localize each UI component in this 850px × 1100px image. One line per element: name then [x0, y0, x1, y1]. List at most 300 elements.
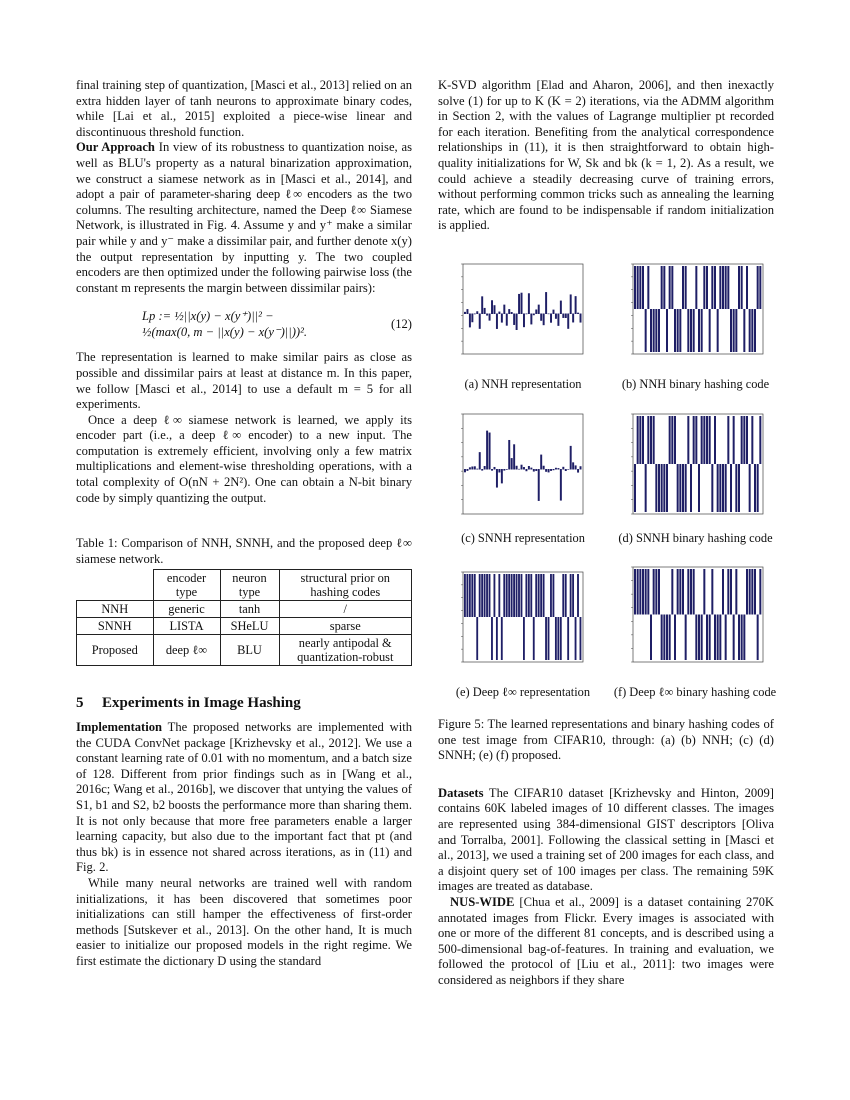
binary-code-bar — [642, 266, 644, 309]
binary-code-bar — [655, 309, 657, 352]
representation-bar — [508, 309, 510, 314]
subcaption-d: (d) SNNH binary hashing code — [618, 531, 773, 545]
binary-code-bar — [565, 574, 567, 617]
representation-bar — [543, 314, 545, 326]
binary-code-bar — [749, 569, 751, 615]
binary-code-bar — [642, 569, 644, 615]
representation-bar — [550, 469, 552, 471]
binary-code-bar — [658, 309, 660, 352]
binary-code-bar — [570, 574, 572, 617]
plot-b-nnh-binary-code — [625, 262, 765, 362]
binary-code-bar — [666, 615, 668, 661]
binary-code-bar — [759, 569, 761, 615]
plot-c-snnh-representation — [455, 412, 585, 522]
representation-bar — [471, 467, 473, 470]
binary-code-bar — [722, 266, 724, 309]
binary-code-bar — [653, 309, 655, 352]
representation-bar — [555, 468, 557, 470]
table-corner — [77, 570, 154, 601]
table-cell: / — [279, 601, 412, 618]
representation-bar — [572, 462, 574, 469]
representation-bar — [545, 469, 547, 472]
binary-code-bar — [743, 309, 745, 352]
table-cell: LISTA — [153, 618, 220, 635]
binary-code-bar — [543, 574, 545, 617]
representation-bar — [580, 466, 582, 469]
binary-code-bar — [727, 266, 729, 309]
binary-code-bar — [655, 464, 657, 512]
binary-code-bar — [464, 574, 466, 617]
plot-a-nnh-representation — [455, 262, 585, 362]
binary-code-bar — [743, 416, 745, 464]
approach-text: In view of its robustness to quantization noise, as well as BLU's property as a natural binarization approximation, we construct a siamese network as in [Masci et al., 2014], and adopt a pair of parameter-sharing deep ℓ∞ encoders as the two columns. The resulting architecture, named the Deep ℓ∞ Siamese Network, is illustrated in Fig. 4. Assume y and y⁺ make a similar pair while y and y⁻ make a dissimilar pair, and further denote x(y) the output representation by inputting y. The two coupled encoders are then optimized under the following pairwise loss (the constant m represents the margin between dissimilar pairs): — [76, 140, 412, 295]
representation-bar — [481, 296, 483, 314]
binary-code-bar — [735, 309, 737, 352]
binary-code-bar — [677, 464, 679, 512]
representation-bar — [513, 444, 515, 469]
binary-code-bar — [496, 617, 498, 660]
binary-code-bar — [484, 574, 486, 617]
binary-code-bar — [754, 309, 756, 352]
binary-code-bar — [733, 615, 735, 661]
binary-code-bar — [703, 416, 705, 464]
right-column — [438, 78, 774, 234]
binary-code-bar — [725, 266, 727, 309]
binary-code-bar — [669, 416, 671, 464]
equation-12 — [76, 308, 412, 340]
representation-bar — [496, 314, 498, 329]
nuswide-heading: NUS-WIDE — [450, 894, 515, 909]
binary-code-bar — [533, 617, 535, 660]
representation-bar — [496, 469, 498, 488]
binary-code-bar — [669, 615, 671, 661]
binary-code-bar — [757, 615, 759, 661]
binary-code-bar — [671, 416, 673, 464]
paragraph-quantization: final training step of quantization, [Masci et al., 2013] relied on an extra hidden layer of tanh neurons to approximate binary codes, while [Lai et al., 2015] exploited a piece-wise linear and discontinuous threshold function. — [76, 78, 412, 139]
binary-code-bar — [717, 464, 719, 512]
binary-code-bar — [714, 615, 716, 661]
binary-code-bar — [725, 615, 727, 661]
binary-code-bar — [759, 416, 761, 464]
paragraph-datasets — [438, 786, 774, 895]
representation-bar — [486, 314, 488, 316]
representation-bar — [503, 469, 505, 471]
representation-bar — [486, 431, 488, 470]
binary-code-bar — [738, 464, 740, 512]
table-cell: deep ℓ∞ — [153, 635, 220, 666]
binary-code-bar — [650, 309, 652, 352]
binary-code-bar — [687, 309, 689, 352]
binary-code-bar — [663, 615, 665, 661]
binary-code-bar — [634, 464, 636, 512]
binary-code-bar — [719, 464, 721, 512]
equation-number: (12) — [391, 316, 412, 331]
binary-code-bar — [714, 266, 716, 309]
representation-bar — [503, 305, 505, 314]
representation-bar — [474, 466, 476, 469]
representation-bar — [476, 469, 478, 470]
representation-bar — [525, 469, 527, 471]
representation-bar — [484, 308, 486, 314]
representation-bar — [528, 466, 530, 469]
binary-code-bar — [669, 266, 671, 309]
representation-bar — [474, 314, 476, 315]
representation-bar — [560, 301, 562, 314]
plot-frame — [463, 414, 583, 514]
binary-code-bar — [540, 574, 542, 617]
section-number: 5 — [76, 695, 84, 712]
subcaption-b: (b) NNH binary hashing code — [621, 377, 770, 391]
binary-code-bar — [679, 464, 681, 512]
binary-code-bar — [674, 309, 676, 352]
representation-bar — [508, 440, 510, 470]
binary-code-bar — [687, 569, 689, 615]
binary-code-bar — [719, 615, 721, 661]
representation-bar — [572, 314, 574, 323]
representation-bar — [545, 292, 547, 314]
binary-code-bar — [637, 416, 639, 464]
subcaption-a: (a) NNH representation — [464, 377, 582, 391]
representation-bar — [466, 469, 468, 471]
binary-code-bar — [690, 464, 692, 512]
binary-code-bar — [679, 309, 681, 352]
binary-code-bar — [666, 464, 668, 512]
binary-code-bar — [511, 574, 513, 617]
paragraph-initialization: While many neural networks are trained well with random initializations, it has been discovered that sometimes poor initializations can still hamper the effectiveness of first-order methods [Sutskever et al., 2013]. On the other hand, It is much easier to initialize our proposed models in the right regime. We first estimate the dictionary D using the standard — [76, 875, 412, 968]
representation-bar — [538, 305, 540, 314]
representation-bar — [498, 469, 500, 472]
representation-bar — [543, 466, 545, 470]
binary-code-bar — [695, 615, 697, 661]
binary-code-bar — [637, 266, 639, 309]
binary-code-bar — [523, 617, 525, 660]
binary-code-bar — [466, 574, 468, 617]
binary-code-bar — [525, 574, 527, 617]
binary-code-bar — [677, 569, 679, 615]
binary-code-bar — [735, 464, 737, 512]
representation-bar — [562, 467, 564, 470]
binary-code-bar — [738, 615, 740, 661]
figure-caption: Figure 5: The learned representations and binary hashing codes of one test image from CIFAR10, through: (a) (b) NNH; (c) (d) SNNH; (e) (f) proposed. — [438, 717, 774, 763]
binary-code-bar — [486, 574, 488, 617]
table-header: encoder type — [153, 570, 220, 601]
representation-bar — [491, 469, 493, 471]
binary-code-bar — [727, 416, 729, 464]
representation-bar — [489, 314, 491, 321]
representation-bar — [538, 469, 540, 501]
binary-code-bar — [685, 615, 687, 661]
table-caption: Table 1: Comparison of NNH, SNNH, and the proposed deep ℓ∞ siamese network. — [76, 536, 412, 566]
representation-bar — [553, 469, 555, 470]
binary-code-bar — [634, 266, 636, 309]
representation-bar — [518, 469, 520, 470]
binary-code-bar — [751, 309, 753, 352]
binary-code-bar — [741, 416, 743, 464]
binary-code-bar — [709, 416, 711, 464]
binary-code-bar — [671, 266, 673, 309]
binary-code-bar — [741, 615, 743, 661]
representation-bar — [570, 294, 572, 314]
binary-code-bar — [557, 617, 559, 660]
representation-bar — [553, 310, 555, 314]
binary-code-bar — [693, 309, 695, 352]
implementation-heading: Implementation — [76, 720, 163, 735]
binary-code-bar — [730, 309, 732, 352]
representation-bar — [489, 433, 491, 470]
table-cell: generic — [153, 601, 220, 618]
paragraph-representation: The representation is learned to make similar pairs as close as possible and dissimilar pairs at least at distance m. In this paper, we follow [Masci et al., 2014] to use a default m = 5 for all experiments. — [76, 350, 412, 412]
table-cell: sparse — [279, 618, 412, 635]
representation-bar — [557, 468, 559, 469]
binary-code-bar — [703, 569, 705, 615]
binary-code-bar — [746, 266, 748, 309]
representation-bar — [516, 314, 518, 330]
plot-d-snnh-binary-code — [625, 412, 765, 522]
binary-code-bar — [489, 574, 491, 617]
binary-code-bar — [572, 574, 574, 617]
representation-bar — [580, 314, 582, 323]
binary-code-bar — [518, 574, 520, 617]
binary-code-bar — [535, 574, 537, 617]
binary-code-bar — [491, 617, 493, 660]
binary-code-bar — [550, 574, 552, 617]
representation-bar — [501, 469, 503, 483]
binary-code-bar — [555, 617, 557, 660]
representation-bar — [567, 314, 569, 329]
subcaption-f: (f) Deep ℓ∞ binary hashing code — [613, 685, 777, 699]
binary-code-bar — [650, 615, 652, 661]
representation-bar — [557, 314, 559, 326]
binary-code-bar — [562, 574, 564, 617]
binary-code-bar — [741, 266, 743, 309]
binary-code-bar — [695, 266, 697, 309]
representation-bar — [491, 300, 493, 314]
binary-code-bar — [538, 574, 540, 617]
binary-code-bar — [639, 569, 641, 615]
binary-code-bar — [560, 617, 562, 660]
binary-code-bar — [725, 464, 727, 512]
binary-code-bar — [663, 464, 665, 512]
paragraph-implementation — [76, 720, 412, 876]
representation-bar — [494, 467, 496, 470]
representation-bar — [535, 309, 537, 314]
table-cell: Proposed — [77, 635, 154, 666]
binary-code-bar — [717, 309, 719, 352]
binary-code-bar — [749, 309, 751, 352]
representation-bar — [525, 314, 527, 315]
binary-code-bar — [687, 416, 689, 464]
binary-code-bar — [695, 416, 697, 464]
binary-code-bar — [658, 464, 660, 512]
binary-code-bar — [661, 266, 663, 309]
binary-code-bar — [639, 416, 641, 464]
representation-bar — [464, 469, 466, 472]
binary-code-bar — [754, 569, 756, 615]
binary-code-bar — [709, 309, 711, 352]
binary-code-bar — [682, 569, 684, 615]
binary-code-bar — [516, 574, 518, 617]
section-title: Experiments in Image Hashing — [102, 695, 301, 712]
table-row — [77, 618, 412, 635]
binary-code-bar — [476, 617, 478, 660]
binary-code-bar — [701, 615, 703, 661]
binary-code-bar — [754, 464, 756, 512]
representation-bar — [530, 468, 532, 470]
approach-heading: Our Approach — [76, 140, 155, 155]
binary-code-bar — [722, 569, 724, 615]
binary-code-bar — [743, 615, 745, 661]
table-header: structural prior on hashing codes — [279, 570, 412, 601]
representation-bar — [530, 314, 532, 325]
representation-bar — [540, 455, 542, 470]
binary-code-bar — [658, 569, 660, 615]
left-column — [76, 78, 412, 970]
representation-bar — [528, 293, 530, 314]
representation-bar — [513, 314, 515, 325]
binary-code-bar — [645, 569, 647, 615]
binary-code-bar — [751, 569, 753, 615]
binary-code-bar — [733, 416, 735, 464]
binary-code-bar — [521, 574, 523, 617]
binary-code-bar — [498, 574, 500, 617]
representation-bar — [466, 309, 468, 314]
binary-code-bar — [730, 464, 732, 512]
representation-bar — [577, 313, 579, 314]
binary-code-bar — [513, 574, 515, 617]
binary-code-bar — [693, 416, 695, 464]
paragraph-nuswide — [438, 895, 774, 989]
representation-bar — [565, 469, 567, 471]
binary-code-bar — [647, 569, 649, 615]
representation-bar — [535, 469, 537, 471]
binary-code-bar — [711, 464, 713, 512]
binary-code-bar — [682, 464, 684, 512]
binary-code-bar — [679, 569, 681, 615]
binary-code-bar — [711, 266, 713, 309]
binary-code-bar — [746, 569, 748, 615]
plot-f-deep-binary-code — [625, 565, 765, 670]
paragraph-once: Once a deep ℓ∞ siamese network is learned, we apply its encoder part (i.e., a deep ℓ∞ encoder) to a new input. The computation is extremely efficient, involving only a few matrix multiplications and element-wise thresholding operations, with a total complexity of O(nN + 2N²). One can obtain a N-bit binary code by simply quantizing the output. — [76, 412, 412, 505]
equation-line-2: ½(max(0, m − ||x(y) − x(y⁻)||))². — [142, 325, 308, 340]
binary-code-bar — [757, 266, 759, 309]
paragraph-ksvd: K-SVD algorithm [Elad and Aharon, 2006], and then inexactly solve (1) for up to K (K = 2) iterations, via the ADMM algorithm in Section 2, with the values of Lagrange multiplier pt recorded for each iteration. Benefiting from the analytical correspondence relationships in (11), it is then straightforward to obtain high-quality initializations for W, Sk and bk (k = 1, 2). As a result, we could achieve a steadily decreasing curve of training errors, without performing common tricks such as annealing the learning rate, which are found to be indispensable if random initialization is applied. — [438, 78, 774, 233]
representation-bar — [523, 314, 525, 328]
binary-code-bar — [645, 309, 647, 352]
binary-code-bar — [545, 617, 547, 660]
binary-code-bar — [508, 574, 510, 617]
representation-bar — [570, 446, 572, 470]
binary-code-bar — [553, 574, 555, 617]
binary-code-bar — [735, 569, 737, 615]
binary-code-bar — [719, 266, 721, 309]
representation-bar — [469, 467, 471, 469]
table-row — [77, 635, 412, 666]
table-cell: BLU — [220, 635, 279, 666]
table-header-row — [77, 570, 412, 601]
representation-bar — [518, 294, 520, 314]
binary-code-bar — [647, 266, 649, 309]
binary-code-bar — [711, 569, 713, 615]
representation-bar — [575, 296, 577, 314]
binary-code-bar — [685, 464, 687, 512]
representation-bar — [575, 465, 577, 469]
binary-code-bar — [674, 416, 676, 464]
representation-bar — [521, 465, 523, 470]
binary-code-bar — [717, 615, 719, 661]
representation-bar — [540, 314, 542, 321]
binary-code-bar — [757, 464, 759, 512]
representation-bar — [484, 466, 486, 469]
representation-bar — [506, 314, 508, 326]
paragraph-approach — [76, 140, 412, 296]
representation-bar — [479, 314, 481, 329]
representation-bar — [464, 312, 466, 314]
representation-bar — [523, 467, 525, 469]
binary-code-bar — [506, 574, 508, 617]
binary-code-bar — [474, 574, 476, 617]
binary-code-bar — [751, 416, 753, 464]
binary-code-bar — [577, 574, 579, 617]
binary-code-bar — [733, 309, 735, 352]
binary-code-bar — [666, 309, 668, 352]
representation-bar — [481, 469, 483, 471]
representation-bar — [479, 452, 481, 469]
binary-code-bar — [653, 416, 655, 464]
subcaption-c: (c) SNNH representation — [461, 531, 585, 545]
right-column-lower — [438, 717, 774, 989]
binary-code-bar — [690, 309, 692, 352]
binary-code-bar — [693, 569, 695, 615]
binary-code-bar — [706, 416, 708, 464]
representation-bar — [548, 469, 550, 472]
representation-bar — [501, 314, 503, 323]
binary-code-bar — [494, 574, 496, 617]
binary-code-bar — [746, 416, 748, 464]
binary-code-bar — [727, 569, 729, 615]
binary-code-bar — [698, 615, 700, 661]
representation-bar — [548, 314, 550, 315]
binary-code-bar — [663, 266, 665, 309]
binary-code-bar — [661, 615, 663, 661]
representation-bar — [562, 314, 564, 318]
binary-code-bar — [479, 574, 481, 617]
binary-code-bar — [647, 416, 649, 464]
table-header: neuron type — [220, 570, 279, 601]
binary-code-bar — [685, 266, 687, 309]
equation-line-1: Lp := ½||x(y) − x(y⁺)||² − — [142, 309, 274, 324]
datasets-heading: Datasets — [438, 785, 484, 800]
binary-code-bar — [471, 574, 473, 617]
binary-code-bar — [650, 416, 652, 464]
datasets-text: The CIFAR10 dataset [Krizhevsky and Hinton, 2009] contains 60K labeled images of 10 different classes. The images are represented using 384-dimensional GIST descriptors [Oliva and Torralba, 2001]. Following the classical setting in [Masci et al., 2013], we used a training set of 200 images for each class, and a disjoint query set of 100 images per class. The remaining 59K images are treated as database. — [438, 785, 774, 894]
representation-bar — [516, 466, 518, 470]
representation-bar — [506, 469, 508, 470]
binary-code-bar — [639, 266, 641, 309]
binary-code-bar — [706, 615, 708, 661]
table-cell: tanh — [220, 601, 279, 618]
binary-code-bar — [714, 416, 716, 464]
representation-bar — [550, 314, 552, 323]
representation-bar — [471, 314, 473, 323]
plot-e-deep-representation — [455, 570, 585, 670]
binary-code-bar — [709, 615, 711, 661]
representation-bar — [521, 293, 523, 314]
binary-code-bar — [469, 574, 471, 617]
binary-code-bar — [528, 574, 530, 617]
binary-code-bar — [674, 615, 676, 661]
implementation-text: The proposed networks are implemented with the CUDA ConvNet package [Krizhevsky et al., 2012]. We use a constant learning rate of 0.01 with no momentum, and a batch size of 128. Different from prior findings such as in [Wang et al., 2016c; Wang et al., 2016b], we discover that untying the values of S1, b1 and S2, b2 boosts the performance more than sharing them. It is not only because that more free parameters enable a larger learning capacity, but also due to the important fact that pt (and thus bk) is in essence not shared across iterations, as in (11) and Fig. 2. — [76, 720, 412, 875]
binary-code-bar — [503, 574, 505, 617]
